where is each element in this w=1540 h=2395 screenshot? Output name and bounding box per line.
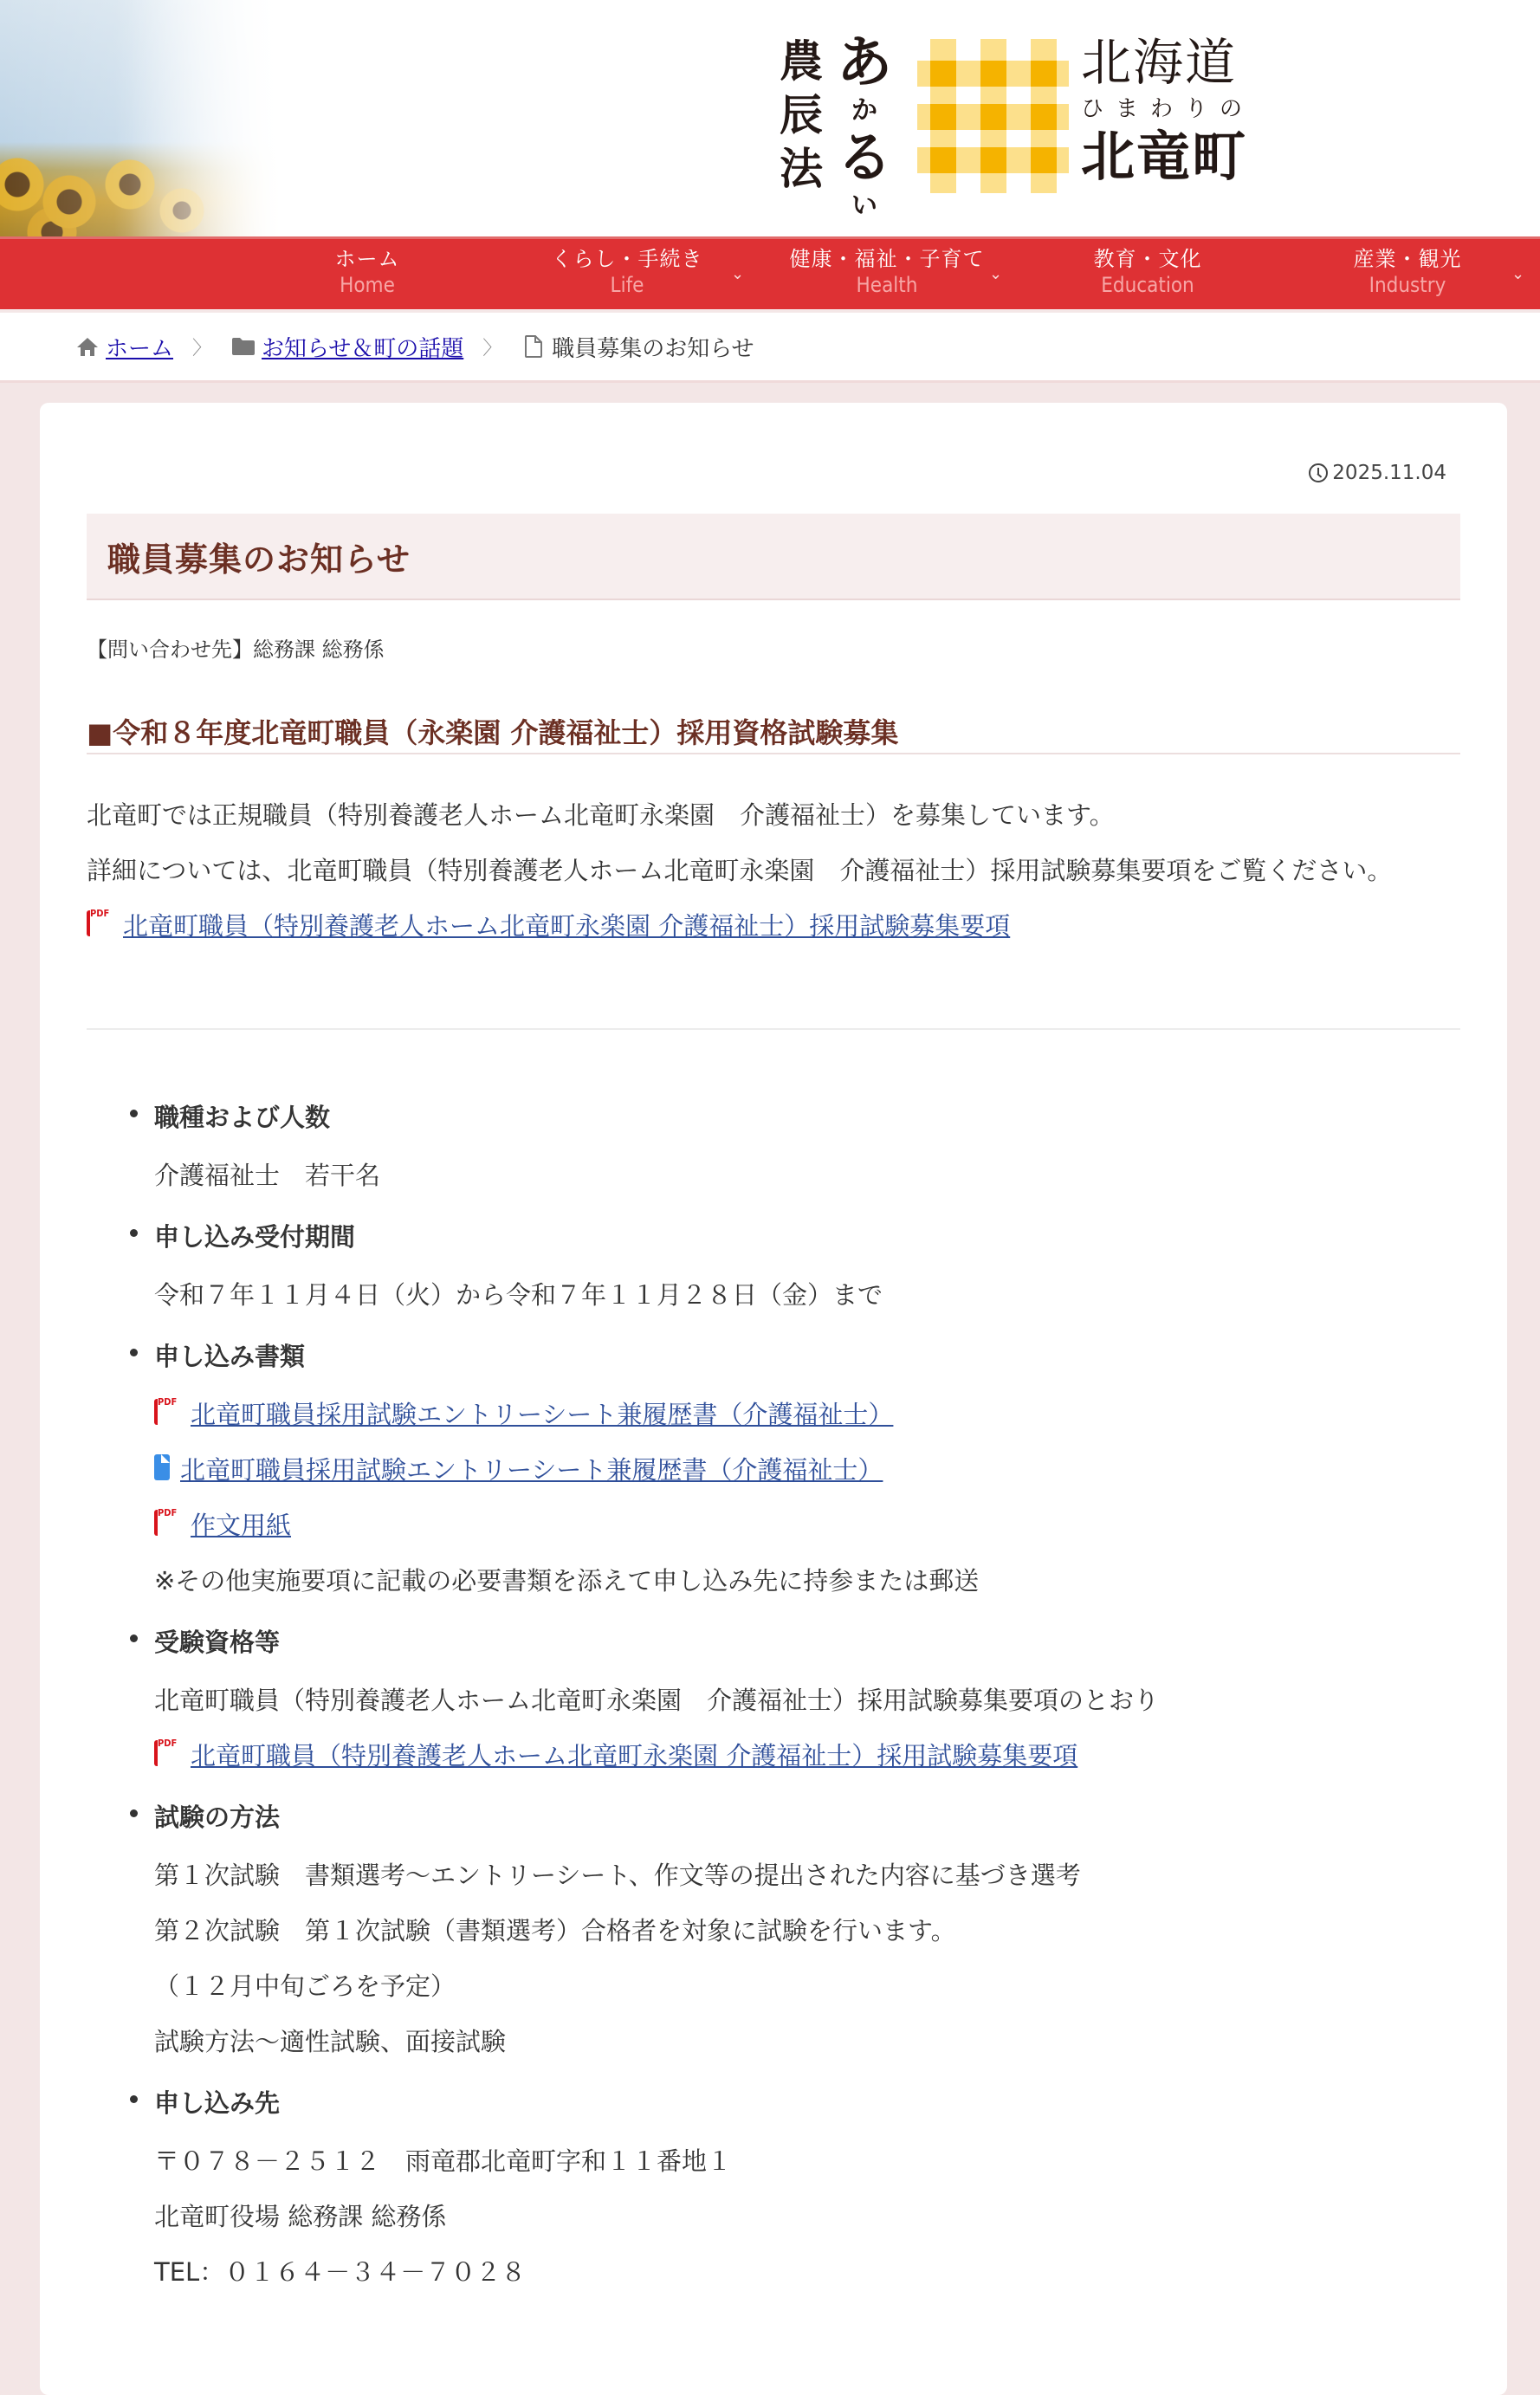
list-heading: 受験資格等 <box>154 1628 281 1657</box>
bullet-icon <box>130 2095 138 2103</box>
breadcrumb-news[interactable] <box>230 331 463 363</box>
chevron-right-icon: 〉 <box>482 337 502 359</box>
logo-char: あ <box>837 30 892 95</box>
intro-line: 詳細については、北竜町職員（特別養護老人ホーム北竜町永楽園 介護福祉士）採用試験募集要項をご覧ください。 <box>87 856 1393 885</box>
list-item-period <box>87 1207 1460 1323</box>
logo-subtitle: ひまわりの <box>1081 96 1255 122</box>
list-item-position <box>87 1087 1460 1203</box>
list-text: 北竜町職員（特別養護老人ホーム北竜町永楽園 介護福祉士）採用試験募集要項のとおり <box>154 1686 1160 1715</box>
folder-icon <box>230 335 256 358</box>
nav-item-education[interactable] <box>1018 246 1278 298</box>
logo-check-pattern-icon <box>917 39 1069 193</box>
post-date <box>1309 462 1446 484</box>
breadcrumb-link-home[interactable]: ホーム <box>106 335 174 362</box>
post-date-value: 2025.11.04 <box>1332 462 1446 484</box>
nav-label-en: Education <box>1101 273 1194 297</box>
intro-text <box>87 787 1472 954</box>
list-note: ※その他実施要項に記載の必要書類を添えて申し込み先に持参または郵送 <box>154 1566 980 1596</box>
clock-icon <box>1309 463 1328 482</box>
list-item-apply-to <box>87 2073 1460 2300</box>
nav-item-health[interactable] <box>757 246 1017 298</box>
list-item-exam-method <box>87 1787 1460 2069</box>
list-heading: 試験の方法 <box>154 1803 281 1832</box>
link-label: 作文用紙 <box>191 1511 292 1540</box>
chevron-down-icon[interactable]: ⌄ <box>1511 265 1525 283</box>
intro-line: 北竜町では正規職員（特別養護老人ホーム北竜町永楽園 介護福祉士）を募集しています。 <box>87 800 1115 830</box>
logo-prefecture: 北海道 <box>1081 33 1238 92</box>
link-label: 北竜町職員採用試験エントリーシート兼履歴書（介護福祉士） <box>180 1455 883 1485</box>
pdf-icon: PDF <box>154 1399 180 1430</box>
list-heading: 申し込み先 <box>154 2088 281 2118</box>
site-logo[interactable] <box>776 30 1270 221</box>
breadcrumb-current <box>521 331 754 363</box>
logo-town-name <box>1081 35 1254 187</box>
nav-label-en: Home <box>340 273 395 297</box>
word-link-entry-sheet[interactable] <box>154 1442 1460 1498</box>
breadcrumb <box>0 309 1540 383</box>
nav-label-jp: 教育・文化 <box>1093 247 1202 271</box>
global-nav <box>0 236 1540 309</box>
pdf-link-entry-sheet[interactable] <box>154 1387 1460 1442</box>
logo-char: る <box>837 126 892 191</box>
sunflower-field-image <box>0 0 286 236</box>
list-text: 介護福祉士 若干名 <box>154 1161 381 1190</box>
page-title-box <box>87 514 1460 600</box>
nav-label-en: Health <box>856 273 918 297</box>
breadcrumb-current-label: 職員募集のお知らせ <box>552 335 754 362</box>
nav-label-jp: くらし・手続き <box>551 247 703 271</box>
link-label: 北竜町職員採用試験エントリーシート兼履歴書（介護福祉士） <box>191 1400 894 1429</box>
pdf-icon: PDF <box>154 1510 180 1541</box>
logo-char: 辰 <box>780 89 823 140</box>
logo-char: 農 <box>780 36 823 87</box>
file-icon <box>521 335 547 358</box>
list-text: TEL：０１６４－３４－７０２８ <box>154 2257 527 2287</box>
nav-label-en: Industry <box>1369 273 1446 297</box>
chevron-right-icon: 〉 <box>192 337 212 359</box>
bullet-icon <box>130 1634 138 1642</box>
breadcrumb-link-news[interactable]: お知らせ＆町の話題 <box>262 335 464 362</box>
list-text: 令和７年１１月４日（火）から令和７年１１月２８日（金）まで <box>154 1280 883 1310</box>
bullet-icon <box>130 1809 138 1817</box>
list-heading: 申し込み受付期間 <box>154 1222 356 1252</box>
section-heading: ■令和８年度北竜町職員（永楽園 介護福祉士）採用資格試験募集 <box>87 716 899 749</box>
logo-char: 法 <box>780 143 823 194</box>
list-text: 北竜町役場 総務課 総務係 <box>154 2202 447 2231</box>
logo-town: 北竜町 <box>1081 125 1248 188</box>
breadcrumb-home[interactable] <box>74 331 173 363</box>
site-header <box>0 0 1540 236</box>
chevron-down-icon[interactable]: ⌄ <box>989 265 1003 283</box>
link-label: 北竜町職員（特別養護老人ホーム北竜町永楽園 介護福祉士）採用試験募集要項 <box>123 911 1011 941</box>
article-card <box>40 403 1507 2395</box>
section-title <box>87 711 1460 754</box>
list-item-documents <box>87 1326 1460 1609</box>
nav-label-en: Life <box>610 273 644 297</box>
link-label: 北竜町職員（特別養護老人ホーム北竜町永楽園 介護福祉士）採用試験募集要項 <box>191 1741 1078 1770</box>
nav-label-jp: 健康・福祉・子育て <box>789 247 985 271</box>
logo-tagline <box>776 30 906 221</box>
list-heading: 申し込み書類 <box>154 1342 306 1371</box>
details-list <box>87 1087 1460 2303</box>
pdf-icon: PDF <box>154 1740 180 1771</box>
bullet-icon <box>130 1229 138 1237</box>
nav-item-home[interactable] <box>237 246 497 298</box>
list-text: 試験方法～適性試験、面接試験 <box>154 2027 507 2056</box>
list-heading: 職種および人数 <box>154 1103 331 1132</box>
home-icon <box>74 335 100 358</box>
logo-char: い <box>851 191 877 221</box>
pdf-link-guidelines-2[interactable] <box>154 1728 1460 1783</box>
list-text: 〒０７８－２５１２ 雨竜郡北竜町字和１１番地１ <box>154 2146 733 2176</box>
divider <box>87 1028 1460 1030</box>
logo-char: か <box>851 95 877 126</box>
word-icon: W <box>154 1454 173 1486</box>
nav-item-industry[interactable] <box>1278 246 1537 298</box>
pdf-icon: PDF <box>87 910 113 942</box>
bullet-icon <box>130 1349 138 1356</box>
list-text: 第１次試験 書類選考～エントリーシート、作文等の提出された内容に基づき選考 <box>154 1861 1081 1890</box>
nav-item-life[interactable] <box>497 246 757 298</box>
nav-label-jp: 産業・観光 <box>1353 247 1462 271</box>
pdf-link-guidelines[interactable] <box>87 898 1472 954</box>
page-title: 職員募集のお知らせ <box>107 540 411 579</box>
list-item-eligibility <box>87 1612 1460 1783</box>
bullet-icon <box>130 1110 138 1117</box>
pdf-link-essay-paper[interactable] <box>154 1498 1460 1553</box>
list-text: （１２月中旬ごろを予定） <box>154 1971 456 2001</box>
chevron-down-icon[interactable]: ⌄ <box>731 265 745 283</box>
nav-label-jp: ホーム <box>334 247 400 271</box>
contact-info: 【問い合わせ先】総務課 総務係 <box>87 638 385 662</box>
list-text: 第２次試験 第１次試験（書類選考）合格者を対象に試験を行います。 <box>154 1916 956 1945</box>
